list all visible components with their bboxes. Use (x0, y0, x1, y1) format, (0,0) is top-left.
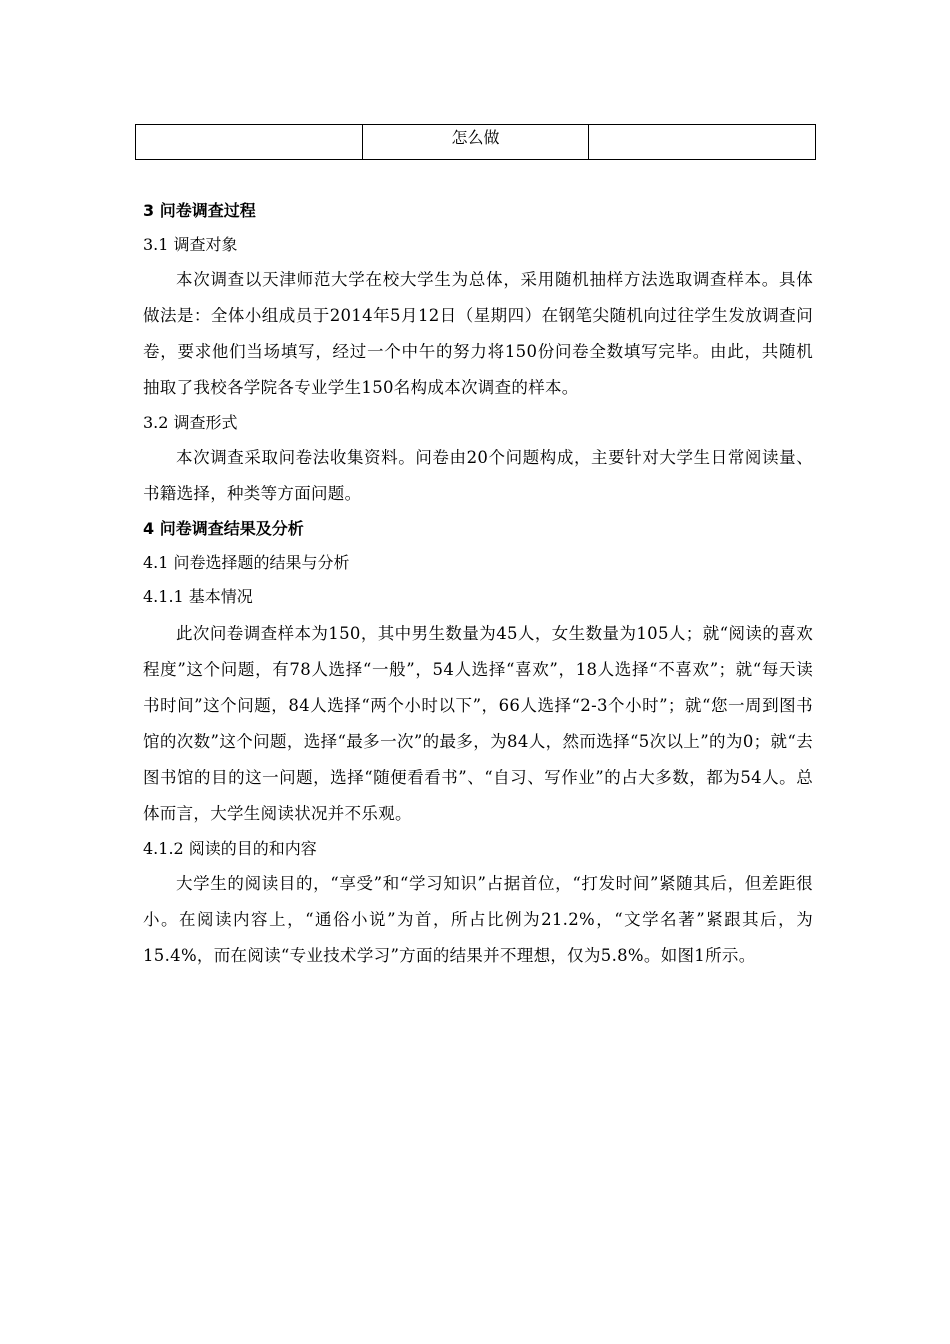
document-body (143, 194, 813, 974)
section-3-heading: 3 问卷调查过程 (143, 201, 256, 220)
section-4-1-1-paragraph: 此次问卷调查样本为150，其中男生数量为45人，女生数量为105人；就“阅读的喜欢程度”这个问题，有78人选择“一般”，54人选择“喜欢”，18人选择“不喜欢”；就“每天读书时间”这个问题，84人选择“两个小时以下”，66人选择“2-3个小时”；就“您一周到图书馆的次数”这个问题，选择“最多一次”的最多，为84人，然而选择“5次以上”的为0；就“去图书馆的目的这一问题，选择“随便看看书”、“自习、写作业”的占大多数，都为54人。总体而言，大学生阅读状况并不乐观。 (143, 624, 813, 823)
section-3-2-heading: 3.2 调查形式 (143, 413, 238, 432)
section-3-2-paragraph: 本次调查采取问卷法收集资料。问卷由20个问题构成，主要针对大学生日常阅读量、书籍选择，种类等方面问题。 (143, 448, 813, 503)
section-4-1-1-heading: 4.1.1 基本情况 (143, 587, 253, 606)
section-4-1-heading: 4.1 问卷选择题的结果与分析 (143, 553, 350, 572)
section-4-heading: 4 问卷调查结果及分析 (143, 519, 304, 538)
table-row (136, 125, 816, 160)
section-4-1-2-heading: 4.1.2 阅读的目的和内容 (143, 839, 317, 858)
table-cell: 怎么做 (362, 125, 589, 160)
table-cell (136, 125, 363, 160)
continuation-table (135, 124, 816, 160)
section-3-1-heading: 3.1 调查对象 (143, 235, 238, 254)
table-cell (589, 125, 816, 160)
section-4-1-2-paragraph: 大学生的阅读目的，“享受”和“学习知识”占据首位，“打发时间”紧随其后，但差距很小。在阅读内容上，“通俗小说”为首，所占比例为21.2%，“文学名著”紧跟其后，为15.4%，而在阅读“专业技术学习”方面的结果并不理想，仅为5.8%。如图1所示。 (143, 874, 813, 965)
section-3-1-paragraph: 本次调查以天津师范大学在校大学生为总体，采用随机抽样方法选取调查样本。具体做法是：全体小组成员于2014年5月12日（星期四）在钢笔尖随机向过往学生发放调查问卷，要求他们当场填写，经过一个中午的努力将150份问卷全数填写完毕。由此，共随机抽取了我校各学院各专业学生150名构成本次调查的样本。 (143, 270, 813, 397)
